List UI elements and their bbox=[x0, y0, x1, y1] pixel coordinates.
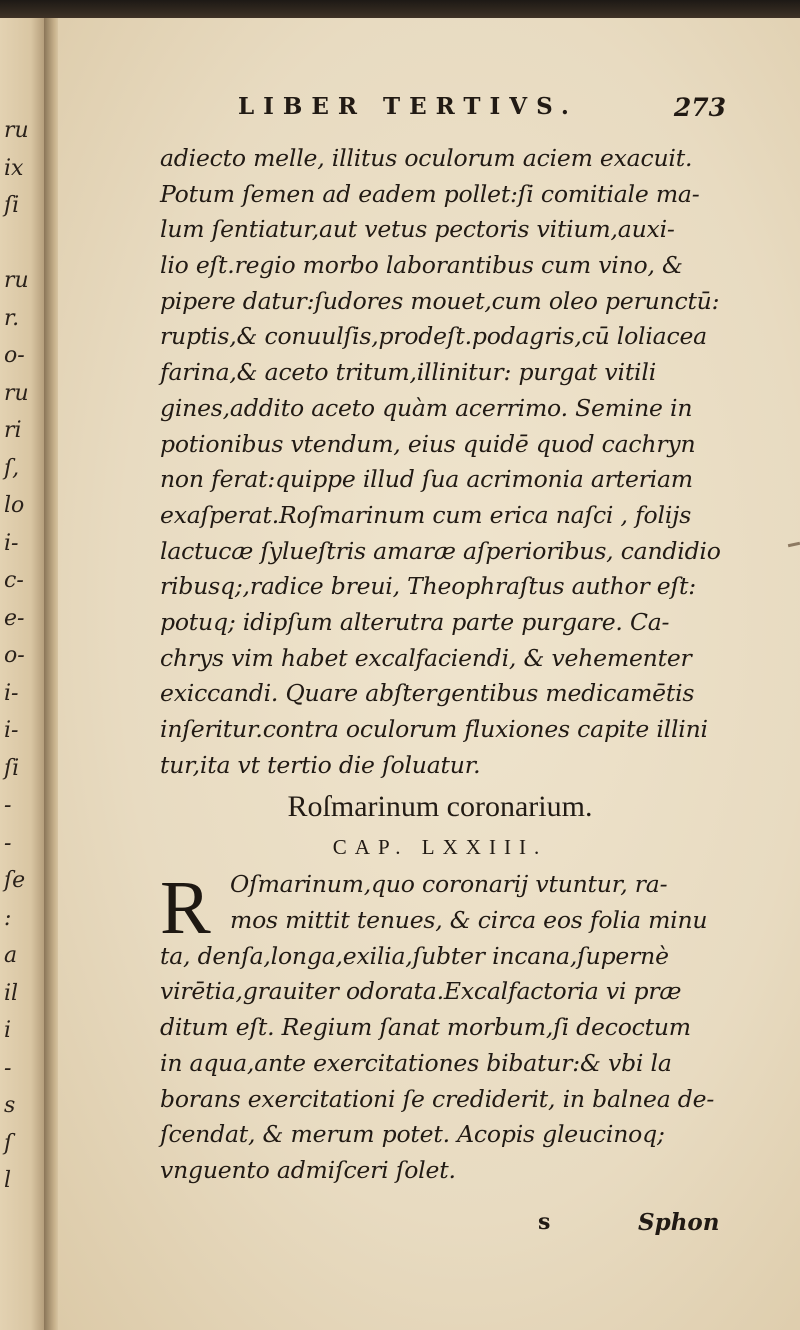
text-line: lactucæ ſylueſtris amaræ aſperioribus, candidio bbox=[160, 536, 721, 565]
text-line: lum ſentiatur,aut vetus pectoris vitium,auxi- bbox=[160, 215, 675, 244]
facing-page-fragment: ſe bbox=[4, 868, 26, 893]
facing-page-fragment: ri bbox=[4, 418, 22, 443]
drop-cap: R bbox=[160, 866, 211, 951]
facing-page-fragment: il bbox=[4, 980, 19, 1006]
text-line: tur,ita vt tertio die ſoluatur. bbox=[160, 750, 481, 779]
facing-page-fragment: s bbox=[4, 1093, 16, 1118]
text-line: pipere datur:ſudores mouet,cum oleo perunctū: bbox=[160, 286, 720, 315]
facing-page-fragment: : bbox=[4, 905, 12, 931]
facing-page-fragment: - bbox=[4, 830, 12, 856]
text-line: farina,& aceto tritum,illinitur: purgat vitili bbox=[160, 358, 657, 387]
facing-page-fragment: l bbox=[4, 1168, 12, 1193]
text-block bbox=[160, 93, 760, 1236]
facing-page-fragment: i- bbox=[4, 718, 19, 743]
text-line: potuq; idipſum alterutra parte purgare. Ca- bbox=[160, 607, 670, 636]
text-line: chrys vim habet excalfaciendi, & vehementer bbox=[160, 643, 692, 672]
text-line: ditum eſt. Regium ſanat morbum,ſi decoctum bbox=[160, 1013, 691, 1042]
text-line: virētia,grauiter odorata.Excalfactoria vi præ bbox=[160, 977, 682, 1006]
text-line: in aqua,ante exercitationes bibatur:& vbi la bbox=[160, 1048, 672, 1077]
catchword: Sphon bbox=[638, 1209, 720, 1236]
facing-page-fragment: ru bbox=[4, 118, 29, 143]
chapter-label: CAP. LXXIII. bbox=[332, 835, 548, 860]
text-line: potionibus vtendum, eius quidē quod cachryn bbox=[160, 429, 696, 458]
facing-page-fragment: c- bbox=[4, 568, 24, 593]
paper-blemish bbox=[788, 542, 800, 547]
facing-page-fragment: ix bbox=[4, 155, 24, 181]
text-line: exaſperat.Roſmarinum cum erica naſci , folijs bbox=[160, 500, 692, 529]
paragraph-1 bbox=[160, 141, 760, 783]
paragraph-2 bbox=[160, 867, 760, 1188]
page-number: 273 bbox=[673, 93, 726, 122]
text-line: adiecto melle, illitus oculorum aciem exacuit. bbox=[160, 144, 693, 172]
facing-page-fragment: ru bbox=[4, 380, 29, 406]
facing-page-fragment: - bbox=[4, 793, 12, 818]
facing-page-fragment: - bbox=[4, 1055, 12, 1081]
text-line: ribusq;,radice breui, Theophraſtus author eſt: bbox=[160, 572, 696, 601]
facing-page-fragment: o- bbox=[4, 643, 25, 668]
facing-page-fragment: ru bbox=[4, 268, 29, 293]
text-line: vnguento admiſceri ſolet. bbox=[160, 1155, 456, 1184]
facing-page-fragment: i bbox=[4, 1018, 12, 1043]
facing-page-fragment: e- bbox=[4, 605, 25, 631]
text-line: lio eſt.regio morbo laborantibus cum vino, & bbox=[160, 251, 683, 280]
text-line: borans exercitationi ſe crediderit, in balnea de- bbox=[160, 1084, 715, 1113]
running-head bbox=[160, 93, 760, 141]
facing-page-fragment: ſ, bbox=[4, 455, 20, 481]
running-head-title: LIBER TERTIVS. bbox=[238, 93, 578, 120]
text-line: ta, denſa,longa,exilia,ſubter incana,ſupernè bbox=[160, 941, 669, 970]
page-273 bbox=[58, 18, 800, 1330]
text-line: Oſmarinum,quo coronarij vtuntur, ra- bbox=[230, 870, 668, 899]
facing-page-fragment: i- bbox=[4, 530, 19, 556]
facing-page-fragment: r. bbox=[4, 305, 20, 331]
text-line: exiccandi. Quare abſtergentibus medicamētis bbox=[160, 679, 695, 708]
signature-mark: s bbox=[538, 1209, 551, 1235]
facing-page-fragment: lo bbox=[4, 493, 25, 518]
facing-page-fragment: a bbox=[4, 943, 18, 968]
facing-page-fragment: i- bbox=[4, 680, 19, 706]
facing-page-fragment: ſ bbox=[4, 1130, 13, 1156]
text-line: ſcendat, & merum potet. Acopis gleucinoq; bbox=[160, 1120, 665, 1149]
facing-page-fragment: o- bbox=[4, 343, 25, 368]
section-heading: Roſmarinum coronarium. bbox=[287, 790, 593, 824]
text-line: Potum ſemen ad eadem pollet:ſi comitiale ma- bbox=[160, 179, 700, 208]
page-footer bbox=[160, 1209, 760, 1245]
facing-page-edge bbox=[0, 18, 44, 1330]
text-line: mos mittit tenues, & circa eos folia minu bbox=[230, 906, 708, 935]
facing-page-fragment: ſi bbox=[4, 193, 20, 218]
text-line: inſeritur.contra oculorum fluxiones capite illini bbox=[160, 715, 708, 743]
text-line: non ferat:quippe illud ſua acrimonia arteriam bbox=[160, 465, 693, 494]
facing-page-fragment: ſi bbox=[4, 755, 20, 781]
text-line: gines,addito aceto quàm acerrimo. Semine in bbox=[160, 393, 693, 422]
paragraph-2-lines bbox=[160, 867, 760, 1188]
text-line: ruptis,& conuulſis,prodeſt.podagris,cū loliacea bbox=[160, 322, 707, 351]
